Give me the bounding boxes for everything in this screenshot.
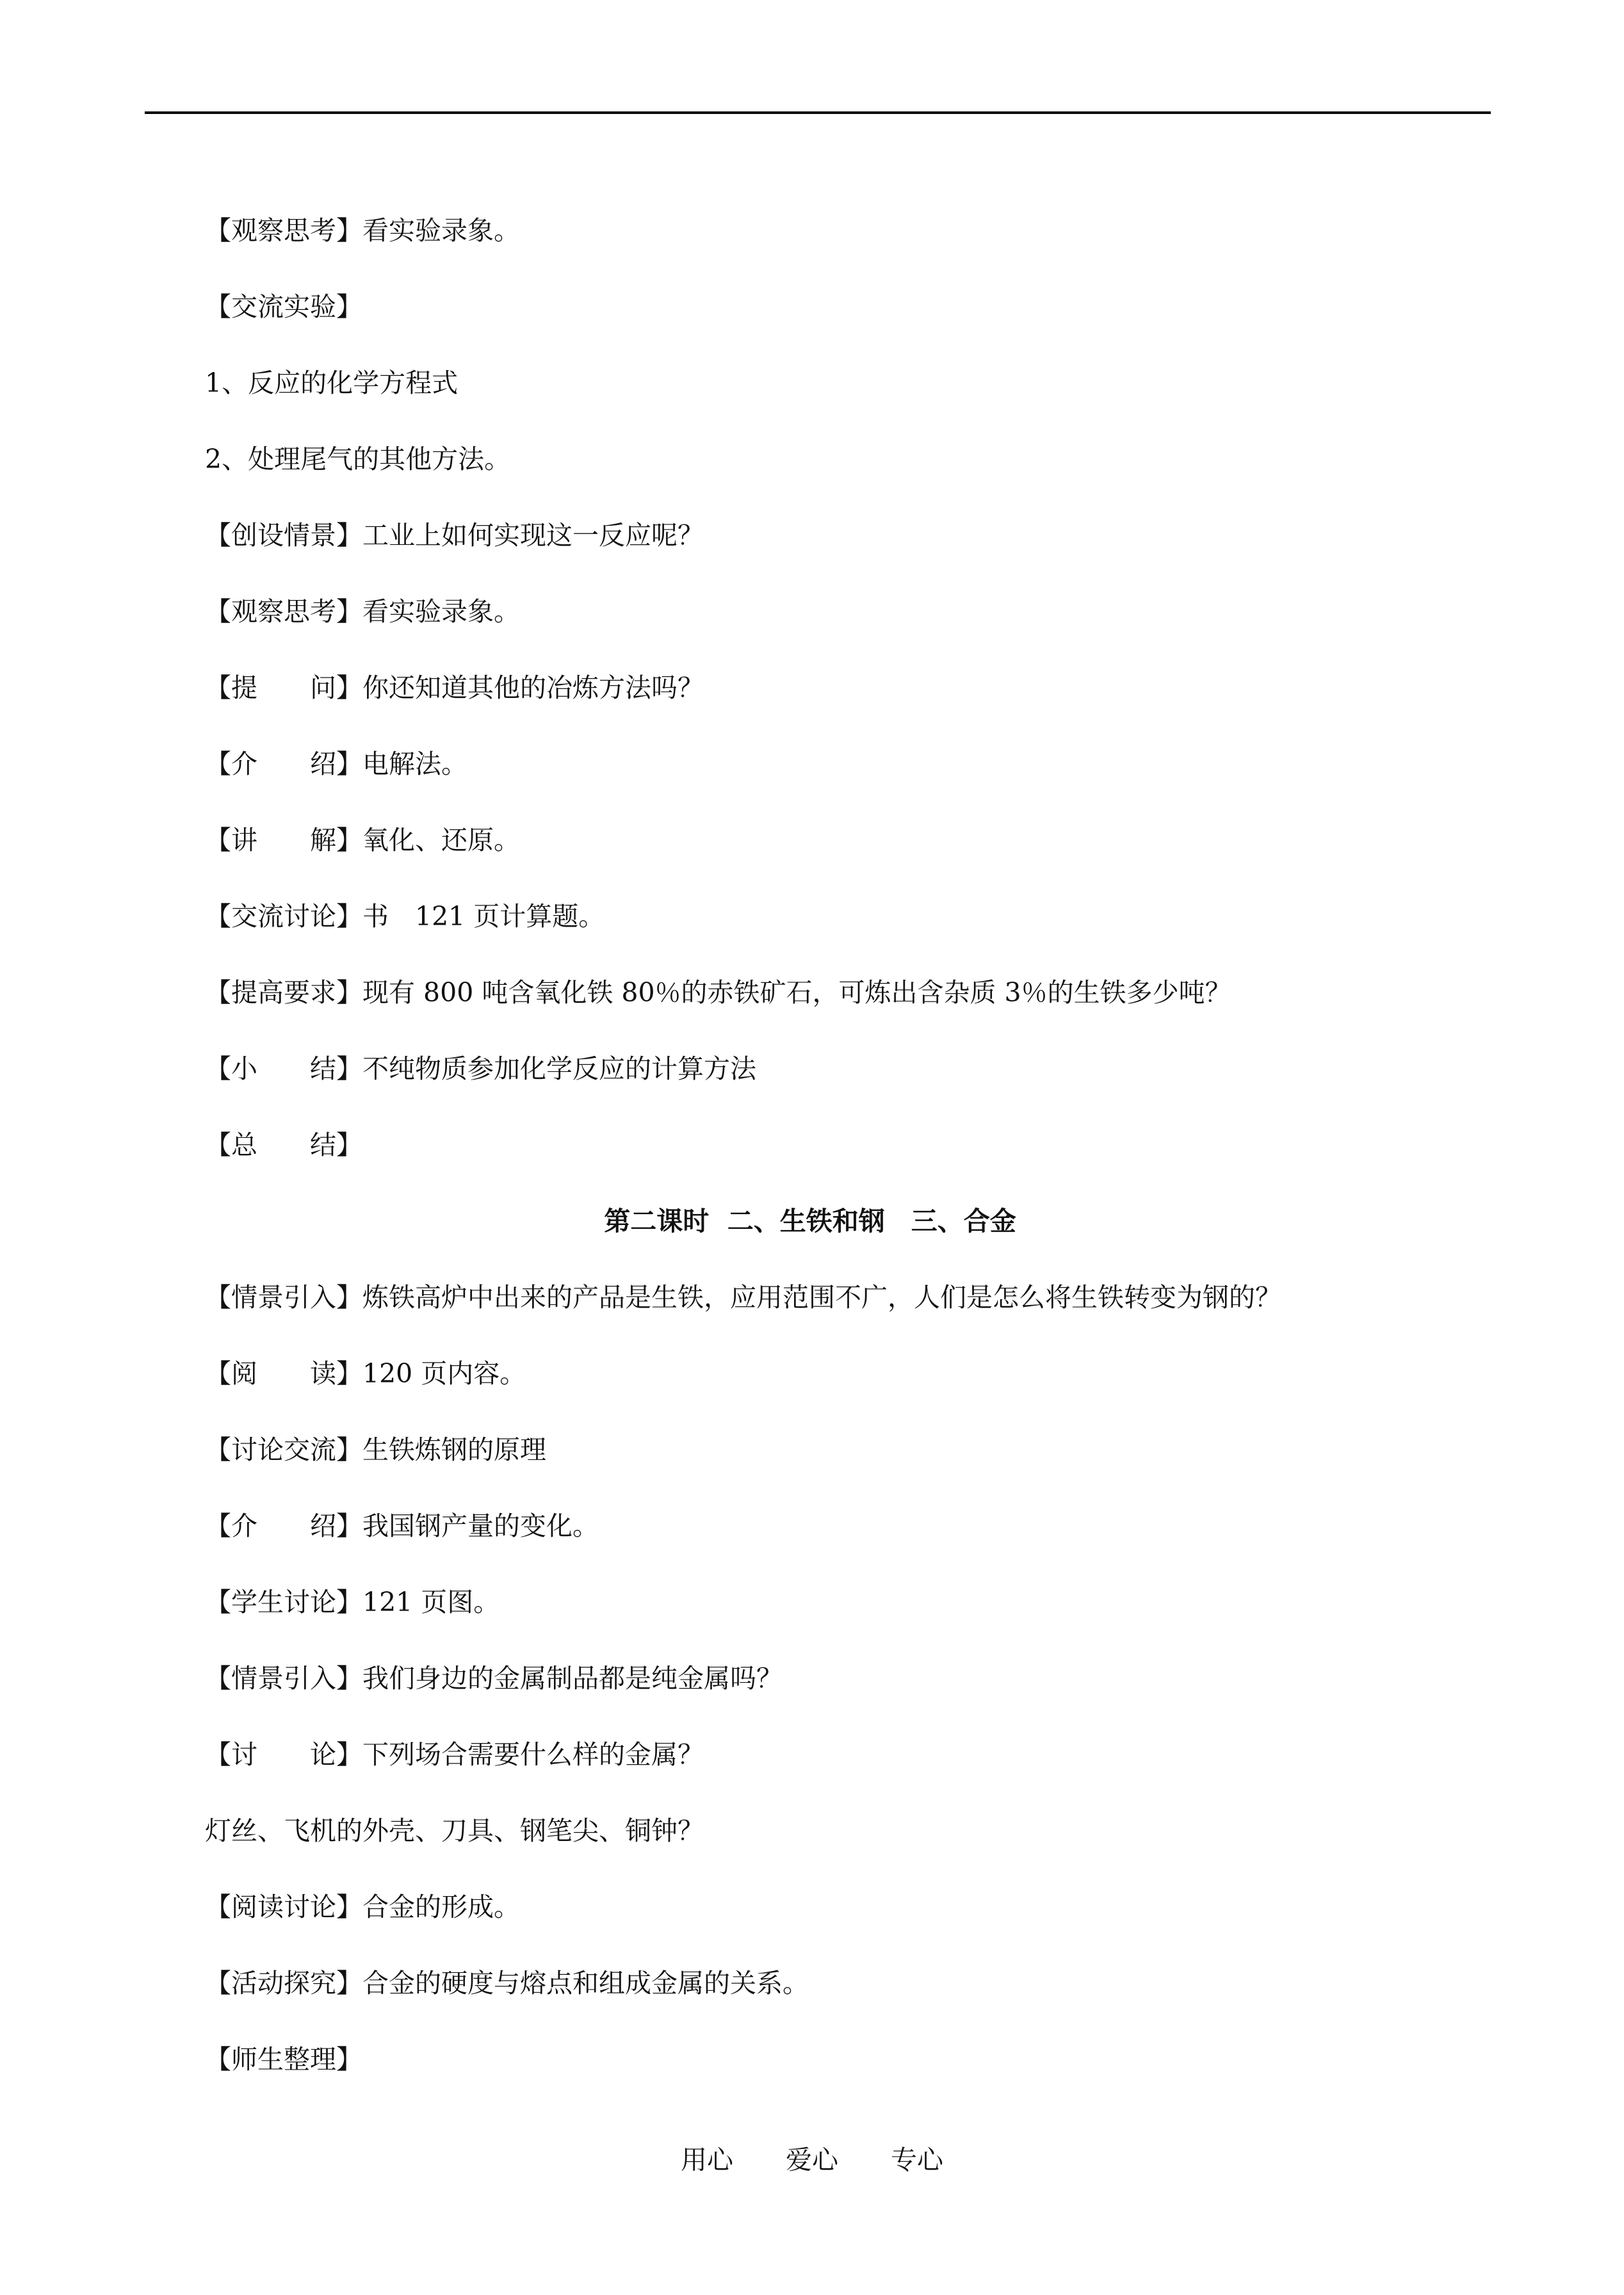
text-line: 【师生整理】	[205, 2044, 362, 2075]
text-line: 【总 结】	[205, 1130, 362, 1160]
text-line: 【讨 论】下列场合需要什么样的金属？	[205, 1739, 704, 1770]
text-line: 【活动探究】合金的硬度与熔点和组成金属的关系。	[205, 1968, 809, 1999]
text-line: 【介 绍】我国钢产量的变化。	[205, 1511, 599, 1541]
text-line: 【学生讨论】121 页图。	[205, 1587, 500, 1618]
text-line: 【情景引入】我们身边的金属制品都是纯金属吗？	[205, 1663, 783, 1694]
text-line: 【情景引入】炼铁高炉中出来的产品是生铁，应用范围不广，人们是怎么将生铁转变为钢的？	[205, 1282, 1281, 1313]
text-line: 灯丝、飞机的外壳、刀具、钢笔尖、铜钟？	[205, 1815, 704, 1846]
text-line: 【讨论交流】生铁炼钢的原理	[205, 1434, 546, 1465]
text-line: 【提 问】你还知道其他的冶炼方法吗？	[205, 672, 704, 703]
text-line: 【交流实验】	[205, 291, 362, 322]
document-body	[205, 205, 1486, 2110]
text-line: 【阅读讨论】合金的形成。	[205, 1892, 520, 1922]
page-footer: 用心 爱心 专心	[681, 2145, 943, 2175]
section-heading: 第二课时 二、生铁和钢 三、合金	[604, 1206, 1016, 1237]
text-line: 1、反应的化学方程式	[205, 368, 459, 398]
text-line: 【讲 解】氧化、还原。	[205, 825, 520, 856]
text-line: 【提高要求】现有 800 吨含氧化铁 80％的赤铁矿石，可炼出含杂质 3％的生铁多少吨？	[205, 977, 1231, 1008]
text-line: 【阅 读】120 页内容。	[205, 1358, 526, 1389]
text-line: 【观察思考】看实验录象。	[205, 596, 520, 627]
text-line: 【介 绍】电解法。	[205, 749, 467, 779]
text-line: 【创设情景】工业上如何实现这一反应呢？	[205, 520, 704, 551]
text-line: 【观察思考】看实验录象。	[205, 215, 520, 246]
text-line: 【交流讨论】书 121 页计算题。	[205, 901, 605, 932]
header-rule	[145, 111, 1491, 114]
text-line: 【小 结】不纯物质参加化学反应的计算方法	[205, 1053, 756, 1084]
text-line: 2、处理尾气的其他方法。	[205, 444, 511, 474]
